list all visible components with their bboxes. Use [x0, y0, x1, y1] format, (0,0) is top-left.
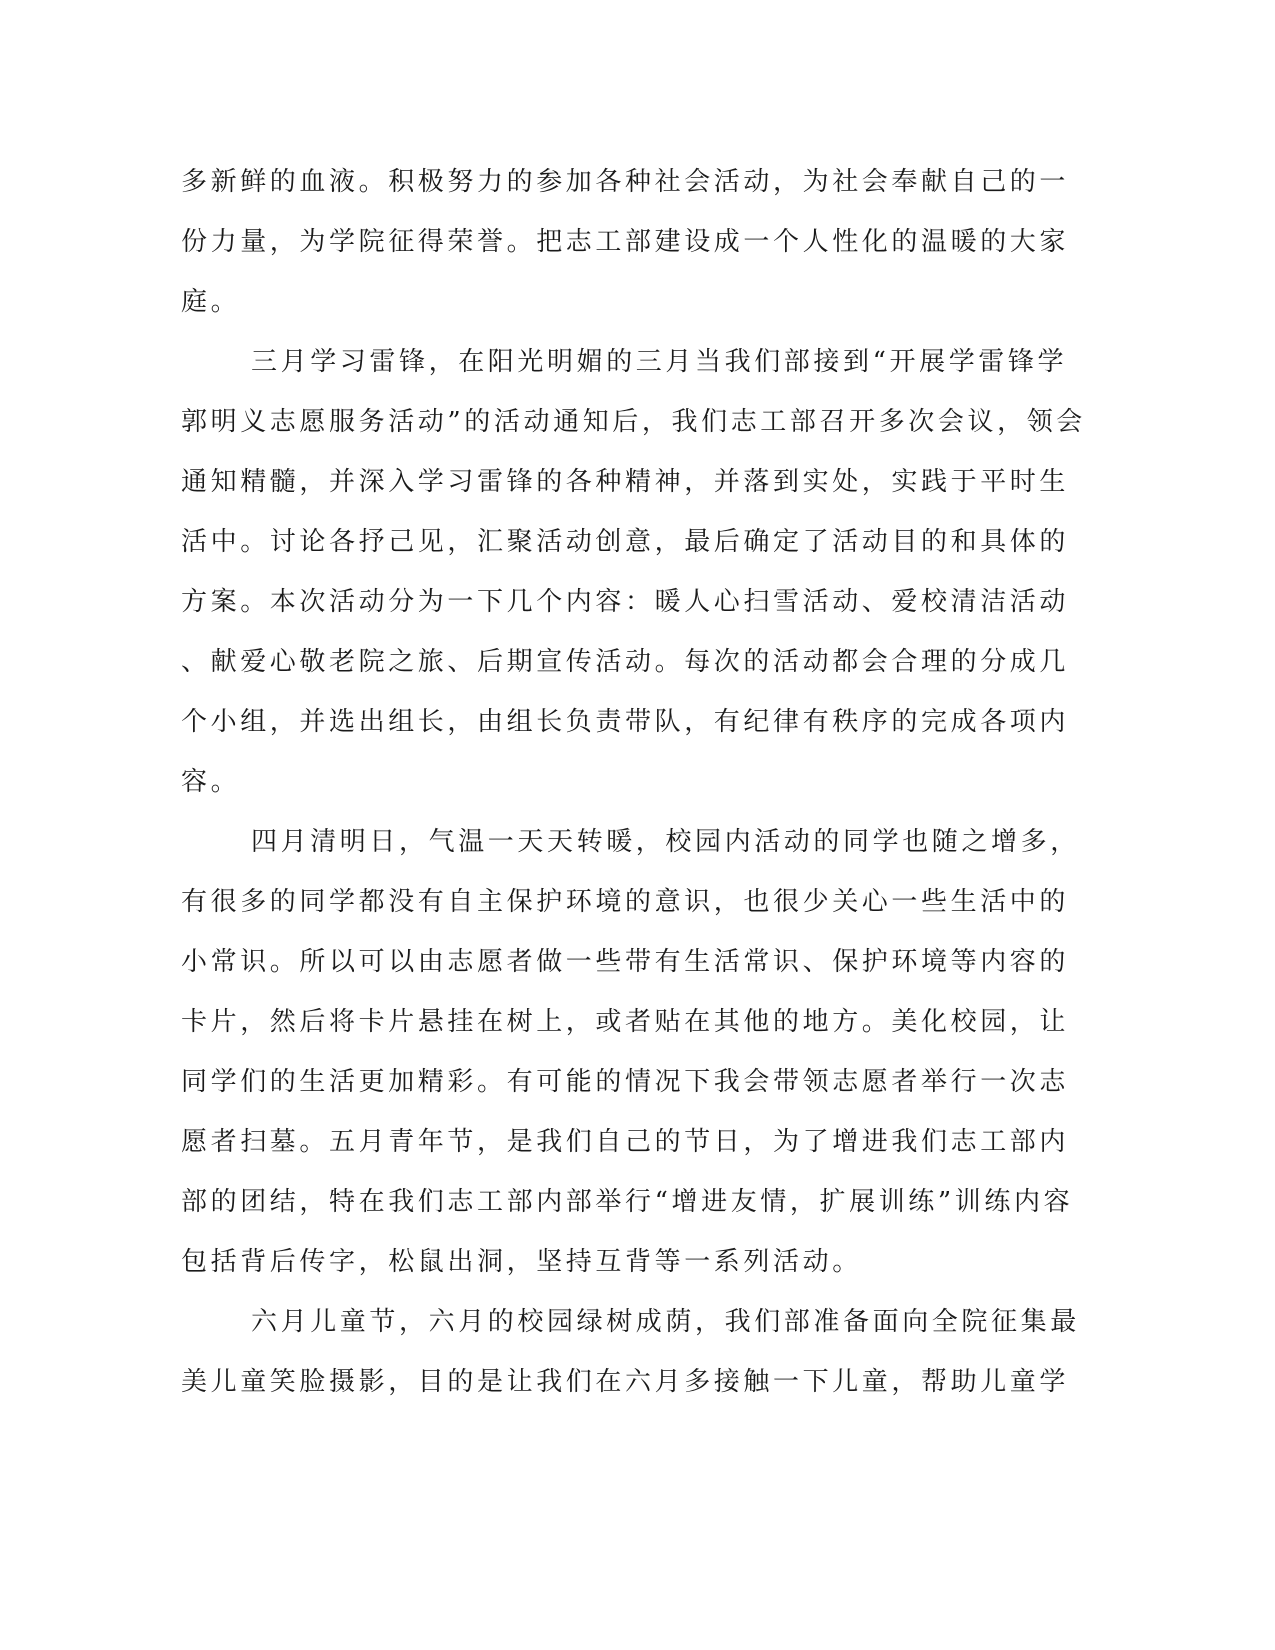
paragraph-start-line: 四月清明日，气温一天天转暖，校园内活动的同学也随之增多，	[251, 827, 1080, 857]
paragraph-start-line: 六月儿童节，六月的校园绿树成荫，我们部准备面向全院征集最	[251, 1307, 1080, 1337]
text-line: 容。	[181, 767, 241, 797]
text-line: 有很多的同学都没有自主保护环境的意识，也很少关心一些生活中的	[181, 887, 1070, 917]
text-line: 活中。讨论各抒己见，汇聚活动创意，最后确定了活动目的和具体的	[181, 527, 1070, 557]
text-line: 个小组，并选出组长，由组长负责带队，有纪律有秩序的完成各项内	[181, 707, 1070, 737]
text-line: 美儿童笑脸摄影，目的是让我们在六月多接触一下儿童，帮助儿童学	[181, 1367, 1070, 1397]
text-line: 包括背后传字，松鼠出洞，坚持互背等一系列活动。	[181, 1247, 862, 1277]
text-line: 庭。	[181, 287, 241, 317]
paragraph-start-line: 三月学习雷锋，在阳光明媚的三月当我们部接到“开展学雷锋学	[251, 347, 1068, 377]
text-line: 郭明义志愿服务活动”的活动通知后，我们志工部召开多次会议，领会	[181, 407, 1086, 437]
text-line: 卡片，然后将卡片悬挂在树上，或者贴在其他的地方。美化校园，让	[181, 1007, 1070, 1037]
text-line: 同学们的生活更加精彩。有可能的情况下我会带领志愿者举行一次志	[181, 1067, 1070, 1097]
text-line: 通知精髓，并深入学习雷锋的各种精神，并落到实处，实践于平时生	[181, 467, 1070, 497]
text-line: 多新鲜的血液。积极努力的参加各种社会活动，为社会奉献自己的一	[181, 167, 1070, 197]
text-line: 小常识。所以可以由志愿者做一些带有生活常识、保护环境等内容的	[181, 947, 1070, 977]
document-body	[181, 152, 1086, 1412]
text-line: 方案。本次活动分为一下几个内容：暖人心扫雪活动、爱校清洁活动	[181, 587, 1070, 617]
text-line: 、献爱心敬老院之旅、后期宣传活动。每次的活动都会合理的分成几	[181, 647, 1070, 677]
text-line: 份力量，为学院征得荣誉。把志工部建设成一个人性化的温暖的大家	[181, 227, 1070, 257]
text-line: 愿者扫墓。五月青年节，是我们自己的节日，为了增进我们志工部内	[181, 1127, 1070, 1157]
text-line: 部的团结，特在我们志工部内部举行“增进友情，扩展训练”训练内容	[181, 1187, 1074, 1217]
